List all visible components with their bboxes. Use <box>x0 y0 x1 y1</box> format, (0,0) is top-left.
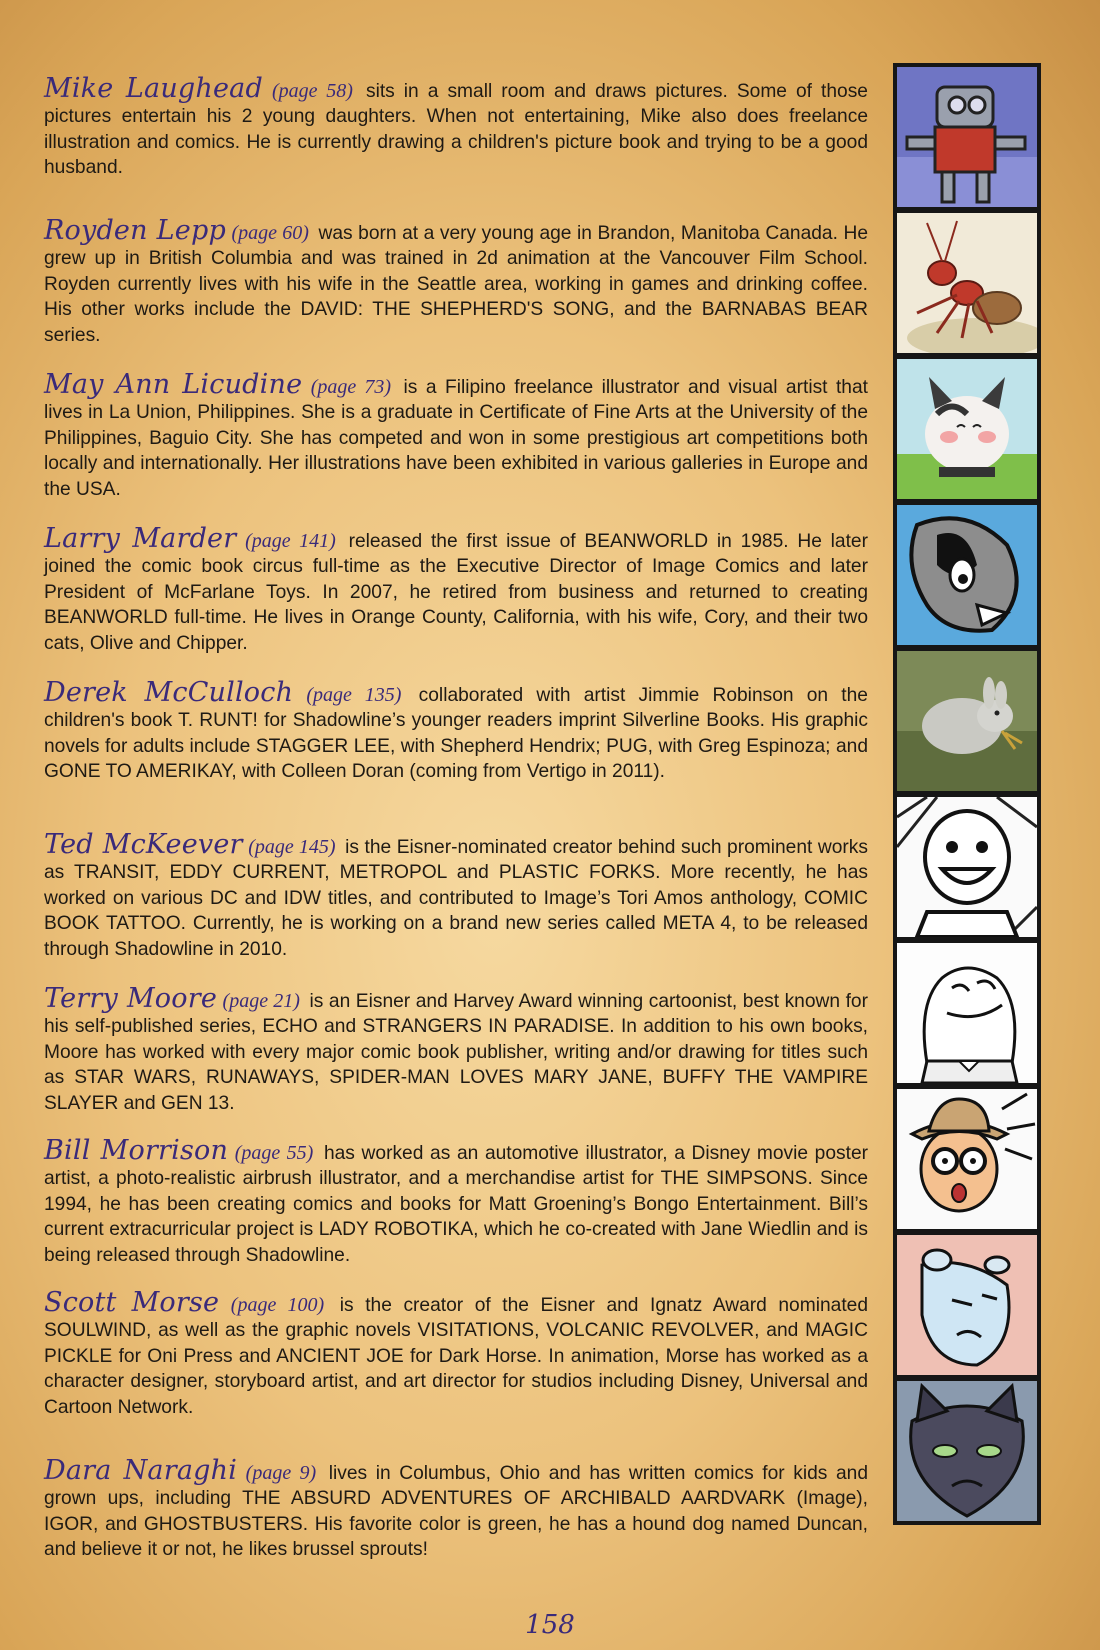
bio-larry-marder <box>44 523 868 656</box>
bio-text: is a Filipino freelance illustrator and visual artist that lives in La Union, Philippines. She is a graduate in Certificate of Fine Arts at the University of the Philippines, Baguio City. She has competed and won in some prestigious art competitions both locally and internationally. Her illustrations have been exhibited in various galleries in Europe and the USA. <box>44 377 868 500</box>
contributor-name: Terry Moore <box>44 983 217 1014</box>
page-reference: (page 55) <box>234 1142 314 1164</box>
bio-may-ann-licudine <box>44 369 868 502</box>
contributor-name: Derek McCulloch <box>44 677 294 708</box>
rat-portrait-icon <box>893 1231 1041 1379</box>
man-with-hat-portrait-icon <box>893 1085 1041 1233</box>
bio-ted-mckeever <box>44 829 868 962</box>
bio-text: has worked as an automotive illustrator, a Disney movie poster artist, a photo-realistic airbrush illustrator, and a merchandise artist for THE SIMPSONS. Since 1994, he has been creating comics and books for Matt Groening’s Bongo Entertainment. Bill’s current extracurricular project is LADY ROBOTIKA, which he co-created with Jane Wiedlin and is being released through Shadowline. <box>44 1143 869 1266</box>
contributor-name: Larry Marder <box>44 523 237 554</box>
page-reference: (page 60) <box>231 222 309 244</box>
robot-portrait-icon <box>893 63 1041 211</box>
bio-text: is the creator of the Eisner and Ignatz Award nominated SOULWIND, as well as the graphic novels VISITATIONS, VOLCANIC REVOLVER, and MAGIC PICKLE for Oni Press and ANCIENT JOE for Dark Horse. In animation, Morse has worked as a character designer, storyboard artist, and art director for studios including Disney, Universal and Cartoon Network. <box>44 1295 868 1418</box>
page-number: 158 <box>525 1610 575 1640</box>
bio-text: lives in Columbus, Ohio and has written comics for kids and grown ups, including THE ABSURD ADVENTURES OF ARCHIBALD AARDVARK (Image), IGOR, and GHOSTBUSTERS. His favorite color is green, he has a hound dog named Duncan, and believe it or not, he likes brussel sprouts! <box>44 1463 868 1561</box>
bio-text: is an Eisner and Harvey Award winning cartoonist, best known for his self-published series, ECHO and STRANGERS IN PARADISE. In addition to his own books, Moore has worked with every major comic book publisher, writing and/or drawing for titles such as STAR WARS, RUNAWAYS, SPIDER-MAN LOVES MARY JANE, BUFFY THE VAMPIRE SLAYER and GEN 13. <box>44 991 868 1114</box>
bio-derek-mcculloch <box>44 677 868 785</box>
contributor-name: Mike Laughead <box>44 73 263 104</box>
contributor-name: Bill Morrison <box>44 1135 229 1166</box>
bio-text: is the Eisner-nominated creator behind such prominent works as TRANSIT, EDDY CURRENT, METROPOL and PLASTIC FORKS. More recently, he has worked on various DC and IDW titles, and contributed to Image’s Tori Amos anthology, COMIC BOOK TATTOO. Currently, he is working on a brand new series called META 4, to be released through Shadowline in 2010. <box>44 837 868 960</box>
bio-text: collaborated with artist Jimmie Robinson on the children's book T. RUNT! for Shadowline’s younger readers imprint Silverline Books. His graphic novels for adults include STAGGER LEE, with Shepherd Hendrix; PUG, with Greg Espinoza; and GONE TO AMERIKAY, with Colleen Doran (coming from Vertigo in 2011). <box>44 685 868 783</box>
contributor-name: Royden Lepp <box>44 215 226 246</box>
page-reference: (page 100) <box>230 1294 325 1316</box>
contributor-name: Scott Morse <box>44 1287 220 1318</box>
bio-scott-morse <box>44 1287 868 1420</box>
contributor-name: Dara Naraghi <box>44 1455 238 1486</box>
bean-creature-portrait-icon <box>893 501 1041 649</box>
page-reference: (page 73) <box>310 376 392 398</box>
contributor-name: Ted McKeever <box>44 829 243 860</box>
page-reference: (page 141) <box>245 530 336 552</box>
page-reference: (page 135) <box>306 684 402 706</box>
page-reference: (page 9) <box>245 1462 317 1484</box>
page-reference: (page 21) <box>222 990 300 1012</box>
frog-portrait-icon <box>893 939 1041 1087</box>
bio-text: sits in a small room and draws pictures. Some of those pictures entertain his 2 young daughters. When not entertaining, Mike also does freelance illustration and comics. He is currently drawing a children's picture book and trying to be a good husband. <box>44 81 868 179</box>
ant-portrait-icon <box>893 209 1041 357</box>
bio-dara-naraghi <box>44 1455 868 1563</box>
bio-terry-moore <box>44 983 868 1116</box>
contributor-name: May Ann Licudine <box>44 369 303 400</box>
panther-portrait-icon <box>893 1377 1041 1525</box>
bio-bill-morrison <box>44 1135 869 1268</box>
bio-royden-lepp <box>44 215 868 348</box>
bio-text: was born at a very young age in Brandon, Manitoba Canada. He grew up in British Columbia and was trained in 2d animation at the Vancouver Film School. Royden currently lives with his wife in the Seattle area, working in games and drinking coffee. His other works include the DAVID: THE SHEPHERD'S SONG, and the BARNABAS BEAR series. <box>44 223 868 346</box>
page-reference: (page 58) <box>272 80 353 102</box>
rabbit-portrait-icon <box>893 647 1041 795</box>
boy-portrait-icon <box>893 793 1041 941</box>
page-reference: (page 145) <box>248 836 336 858</box>
bio-mike-laughead <box>44 73 868 181</box>
cat-portrait-icon <box>893 355 1041 503</box>
bio-text: released the first issue of BEANWORLD in 1985. He later joined the comic book circus full-time as the Executive Director of Image Comics and later President of McFarlane Toys. In 2007, he retired from business and returned to creating BEANWORLD full-time. He lives in Orange County, California, with his wife, Cory, and their two cats, Olive and Chipper. <box>44 531 868 654</box>
